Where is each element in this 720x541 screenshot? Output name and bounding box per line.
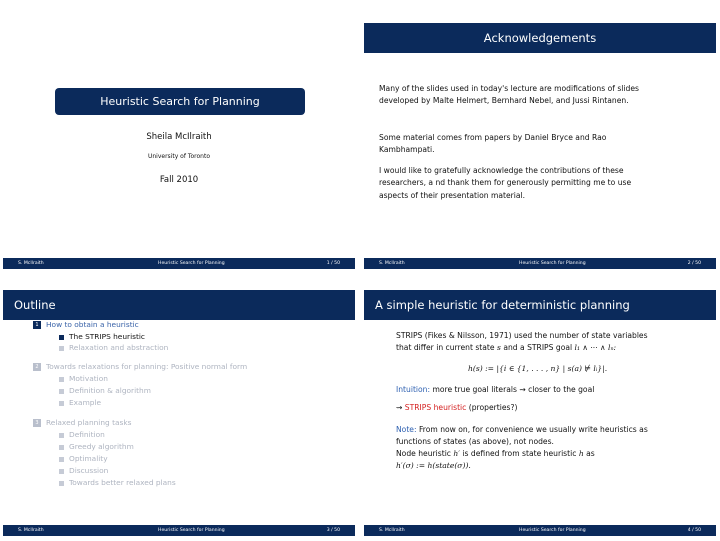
subsection-label: The STRIPS heuristic <box>69 332 145 341</box>
date: Fall 2010 <box>159 175 199 185</box>
toc-subsection[interactable] <box>59 332 145 341</box>
strips-heuristic-term: STRIPS heuristic <box>404 403 467 412</box>
subsection-label: Motivation <box>69 374 108 383</box>
toc-subsection[interactable] <box>59 466 108 475</box>
footer-author: S. McIlraith <box>379 528 405 533</box>
bullet-icon <box>59 335 64 340</box>
footer-page: 3 / 50 <box>326 528 340 533</box>
slide-title-bar: A simple heuristic for deterministic planning <box>364 290 716 320</box>
heuristic-formula: h(s) := |{i ∈ {1, . . . , n} | s(a) ⊭ lᵢ}|. <box>468 364 608 373</box>
slide-title-bar: Outline <box>3 290 355 320</box>
footer-title: Heuristic Search for Planning <box>519 261 586 266</box>
ack-paragraph: Many of the slides used in today's lecture are modifications of slides developed by Malte Helmert, Bernhard Nebel, and Jussi Rintanen. <box>379 84 639 106</box>
toc-subsection[interactable] <box>59 454 108 463</box>
section-number: 1 <box>33 321 41 329</box>
slide-footer <box>3 525 355 536</box>
bullet-icon <box>59 457 64 462</box>
ack-paragraph: Some material comes from papers by Daniel Bryce and Rao Kambhampati. <box>379 133 607 155</box>
body-text: STRIPS (Fikes & Nilsson, 1971) used the number of state variables <box>396 331 648 340</box>
body-text: that differ in current state s and a STRIPS goal l₁ ∧ ··· ∧ lₙ: <box>396 343 617 352</box>
footer-title: Heuristic Search for Planning <box>158 528 225 533</box>
note-line: Note: From now on, for convenience we usually write heuristics as <box>396 425 648 434</box>
footer-page: 4 / 50 <box>687 528 701 533</box>
bullet-icon <box>59 389 64 394</box>
footer-author: S. McIlraith <box>18 261 44 266</box>
toc-subsection[interactable] <box>59 374 108 383</box>
strips-heuristic-line: ⇝ STRIPS heuristic (properties?) <box>396 403 518 412</box>
slide-footer <box>3 258 355 269</box>
presentation-title: Heuristic Search for Planning <box>55 88 305 115</box>
author-name: Sheila McIlraith <box>146 132 212 142</box>
toc-subsection[interactable] <box>59 343 168 352</box>
table-of-contents <box>3 272 355 536</box>
section-number: 2 <box>33 363 41 371</box>
slide-acknowledgements <box>364 5 716 269</box>
footer-title: Heuristic Search for Planning <box>158 261 225 266</box>
bullet-icon <box>59 481 64 486</box>
toc-subsection[interactable] <box>59 442 134 451</box>
bullet-icon <box>59 469 64 474</box>
math-goal: l₁ ∧ ··· ∧ lₙ: <box>574 343 617 352</box>
bullet-icon <box>59 346 64 351</box>
footer-author: S. McIlraith <box>379 261 405 266</box>
slide-title-bar: Acknowledgements <box>364 23 716 53</box>
subsection-label: Example <box>69 398 102 407</box>
note-line: functions of states (as above), not nodes. <box>396 437 554 446</box>
ack-paragraph: I would like to gratefully acknowledge the contributions of these researchers, a nd thank them for generously permitting me to use aspects of their presentation material. <box>379 166 632 200</box>
subsection-label: Discussion <box>69 466 109 475</box>
subsection-label: Relaxation and abstraction <box>69 343 169 352</box>
slide-footer <box>364 525 716 536</box>
subsection-label: Optimality <box>69 454 108 463</box>
footer-page: 1 / 50 <box>326 261 340 266</box>
bullet-icon <box>59 445 64 450</box>
slide-footer <box>364 258 716 269</box>
section-label: Relaxed planning tasks <box>46 418 132 427</box>
toc-subsection[interactable] <box>59 478 176 487</box>
slide-outline <box>3 272 355 536</box>
note-label: Note: <box>396 425 417 434</box>
toc-section[interactable] <box>33 362 247 371</box>
toc-subsection[interactable] <box>59 430 105 439</box>
toc-subsection[interactable] <box>59 386 151 395</box>
subsection-label: Towards better relaxed plans <box>69 478 176 487</box>
subsection-label: Greedy algorithm <box>69 442 134 451</box>
bullet-icon <box>59 433 64 438</box>
footer-page: 2 / 50 <box>687 261 701 266</box>
footer-author: S. McIlraith <box>18 528 44 533</box>
subsection-label: Definition & algorithm <box>69 386 151 395</box>
slide-title <box>3 5 355 269</box>
note-line: Node heuristic h′ is defined from state heuristic h as <box>396 449 595 458</box>
section-label: Towards relaxations for planning: Positive normal form <box>46 362 248 371</box>
note-formula: h′(σ) := h(state(σ)). <box>396 461 471 470</box>
math-var: s <box>497 343 501 352</box>
slide-strips-heuristic <box>364 272 716 536</box>
intuition-label: Intuition: <box>396 385 431 394</box>
section-number: 3 <box>33 419 41 427</box>
institution: University of Toronto <box>147 153 210 160</box>
intuition-line: Intuition: more true goal literals ⇝ closer to the goal <box>396 385 595 394</box>
subsection-label: Definition <box>69 430 105 439</box>
toc-section[interactable] <box>33 320 139 329</box>
bullet-icon <box>59 377 64 382</box>
footer-title: Heuristic Search for Planning <box>519 528 586 533</box>
toc-subsection[interactable] <box>59 398 101 407</box>
bullet-icon <box>59 401 64 406</box>
toc-section[interactable] <box>33 418 132 427</box>
section-label: How to obtain a heuristic <box>46 320 139 329</box>
